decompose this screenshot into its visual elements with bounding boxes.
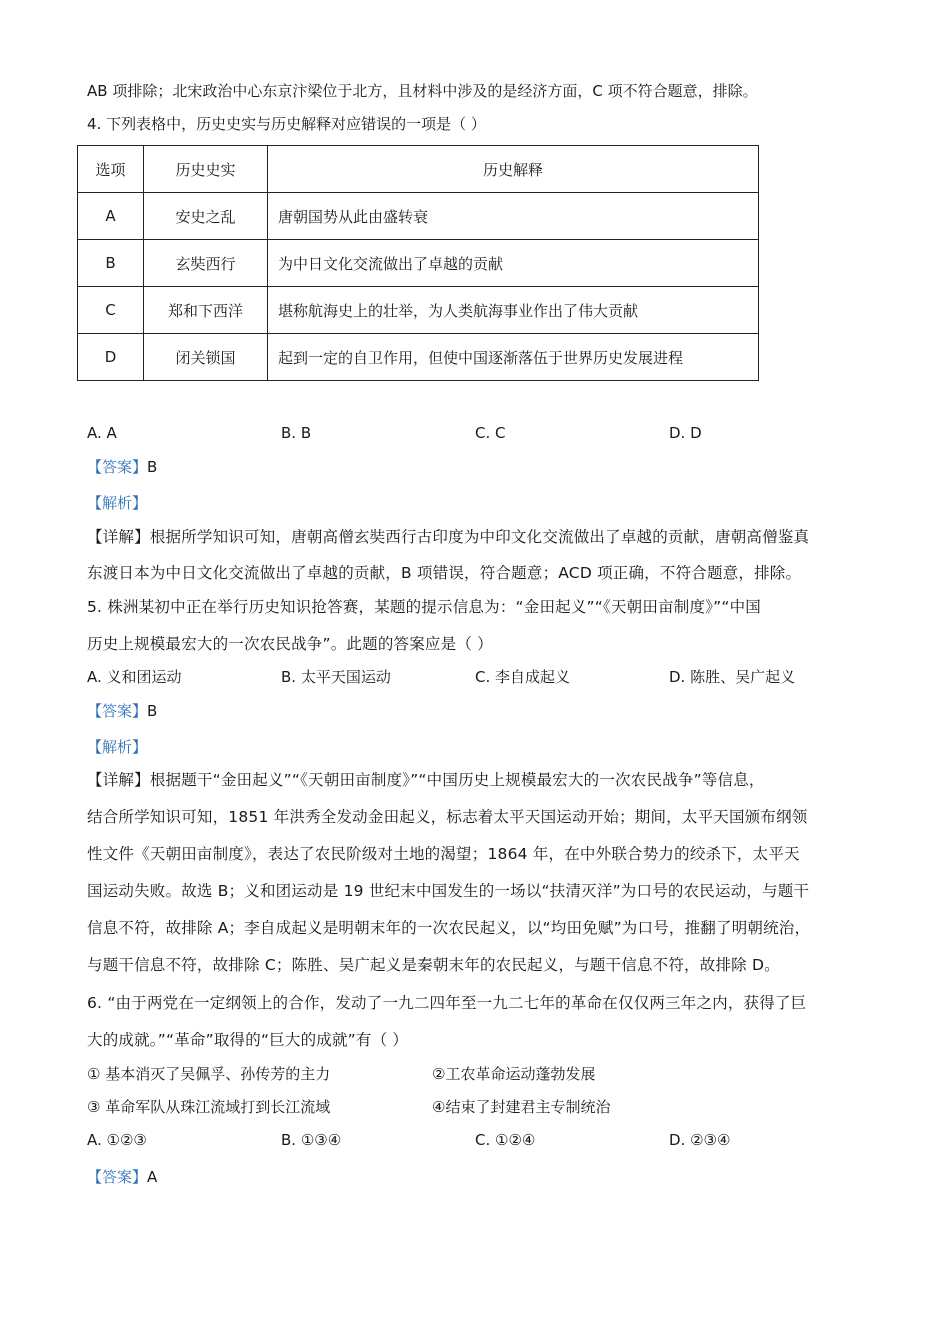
table-cell: C [78,287,144,334]
q4-option-c: C. C [475,424,506,442]
q6-option-a: A. ①②③ [87,1131,147,1149]
q4-answer [87,456,157,478]
answer-value: A [147,1168,158,1186]
q4-detail-line [87,526,809,548]
table-cell: 为中日文化交流做出了卓越的贡献 [268,240,759,287]
table-cell: 安史之乱 [144,193,268,240]
question-4-stem: 4. 下列表格中，历史史实与历史解释对应错误的一项是（ ） [87,115,486,133]
q6-stem-line: 大的成就。”“革命”取得的“巨大的成就”有（ ） [87,1031,409,1049]
q5-option-d: D. 陈胜、吴广起义 [669,668,796,686]
q5-detail-line [87,769,765,791]
q5-detail-line: 结合所学知识可知，1851 年洪秀全发动金田起义，标志着太平天国运动开始；期间，太平天国颁布纲领 [87,808,808,826]
detail-text: 根据题干“金田起义”“《天朝田亩制度》”“中国历史上规模最宏大的一次农民战争”等信息， [149,771,765,789]
q4-detail-line: 东渡日本为中日文化交流做出了卓越的贡献，B 项错误，符合题意；ACD 项正确，不符合题意，排除。 [87,564,802,582]
q5-detail-line: 性文件《天朝田亩制度》，表达了农民阶级对土地的渴望；1864 年，在中外联合势力的绞杀下，太平天 [87,845,800,863]
table-cell: 唐朝国势从此由盛转衰 [268,193,759,240]
table-cell: B [78,240,144,287]
q5-stem-line: 历史上规模最宏大的一次农民战争”。此题的答案应是（ ） [87,635,493,653]
table-header-cell: 历史解释 [268,146,759,193]
analysis-tag: 【解析】 [87,494,148,512]
q5-stem-line: 5. 株洲某初中正在举行历史知识抢答赛，某题的提示信息为：“金田起义”“《天朝田亩制度》”“中国 [87,598,761,616]
q6-answer [87,1166,157,1188]
q5-detail-line: 国运动失败。故选 B；义和团运动是 19 世纪末中国发生的一场以“扶清灭洋”为口号的农民运动，与题干 [87,882,810,900]
table-cell: D [78,334,144,381]
q5-option-c: C. 李自成起义 [475,668,571,686]
q6-item-4: ④结束了封建君主专制统治 [432,1098,611,1116]
table-header-cell: 历史史实 [144,146,268,193]
q6-item-2: ②工农革命运动蓬勃发展 [432,1065,596,1083]
q4-option-b: B. B [281,424,312,442]
table-cell: 堪称航海史上的壮举，为人类航海事业作出了伟大贡献 [268,287,759,334]
detail-tag: 【详解】 [87,528,150,546]
table-cell: 郑和下西洋 [144,287,268,334]
q5-detail-line: 与题干信息不符，故排除 C；陈胜、吴广起义是秦朝末年的农民起义，与题干信息不符，故排除 D。 [87,956,780,974]
detail-tag: 【详解】 [87,771,150,789]
q5-analysis-tag [87,736,147,758]
answer-value: B [147,458,158,476]
q6-option-d: D. ②③④ [669,1131,731,1149]
detail-text: 根据所学知识可知，唐朝高僧玄奘西行古印度为中印文化交流做出了卓越的贡献，唐朝高僧鉴真 [149,528,810,546]
table-header-row [78,146,759,193]
answer-tag: 【答案】 [87,458,148,476]
table-header-cell: 选项 [78,146,144,193]
previous-answer-tail: AB 项排除；北宋政治中心东京汴梁位于北方，且材料中涉及的是经济方面，C 项不符合题意，排除。 [87,82,758,100]
table-row [78,287,759,334]
answer-tag: 【答案】 [87,702,148,720]
answer-tag: 【答案】 [87,1168,148,1186]
table-cell: 玄奘西行 [144,240,268,287]
table-cell: A [78,193,144,240]
q4-option-d: D. D [669,424,702,442]
q6-option-b: B. ①③④ [281,1131,342,1149]
q6-item-3: ③ 革命军队从珠江流域打到长江流域 [87,1098,331,1116]
analysis-tag: 【解析】 [87,738,148,756]
q5-option-a: A. 义和团运动 [87,668,182,686]
history-table [77,145,759,381]
table-row [78,193,759,240]
q5-option-b: B. 太平天国运动 [281,668,391,686]
table-row [78,334,759,381]
q6-option-c: C. ①②④ [475,1131,536,1149]
q5-answer [87,700,157,722]
q6-stem-line: 6. “由于两党在一定纲领上的合作，发动了一九二四年至一九二七年的革命在仅仅两三年之内，获得了巨 [87,994,807,1012]
table-cell: 起到一定的自卫作用，但使中国逐渐落伍于世界历史发展进程 [268,334,759,381]
table-cell: 闭关锁国 [144,334,268,381]
q4-option-a: A. A [87,424,117,442]
q6-item-1: ① 基本消灭了吴佩孚、孙传芳的主力 [87,1065,331,1083]
q4-analysis-tag [87,492,147,514]
table-row [78,240,759,287]
q5-detail-line: 信息不符，故排除 A；李自成起义是明朝末年的一次农民起义，以“均田免赋”为口号，推翻了明朝统治， [87,919,811,937]
answer-value: B [147,702,158,720]
